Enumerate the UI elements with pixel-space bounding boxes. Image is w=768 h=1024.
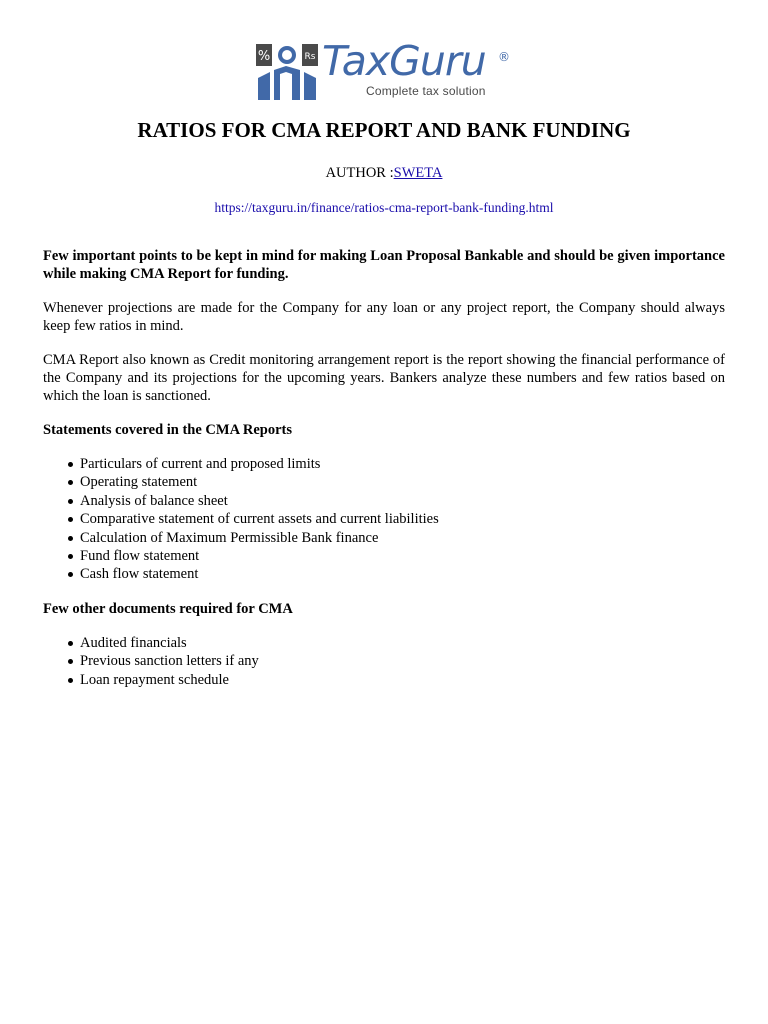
- list-item: Cash flow statement: [80, 565, 725, 583]
- author-line: [0, 164, 768, 182]
- bullet-icon: [68, 659, 73, 664]
- taxguru-logo-mark-icon: [256, 44, 318, 100]
- intro-paragraph-1: Whenever projections are made for the Company for any loan or any project report, the Company should always keep few ratios in mind.: [43, 300, 725, 334]
- intro-bold-paragraph: Few important points to be kept in mind for making Loan Proposal Bankable and should be given importance while making CMA Report for funding.: [43, 248, 725, 282]
- source-url-line: [0, 199, 768, 217]
- logo-tagline: Complete tax solution: [366, 84, 486, 98]
- intro-paragraph-2: CMA Report also known as Credit monitoring arrangement report is the report showing the financial performance of the Company and its projections for the upcoming years. Bankers analyze these numbers and few ratios based on which the loan is sanctioned.: [43, 352, 725, 404]
- list-item: Fund flow statement: [80, 547, 725, 565]
- list-item: Particulars of current and proposed limits: [80, 455, 725, 473]
- svg-text:%: %: [257, 49, 271, 64]
- bullet-icon: [68, 641, 73, 646]
- list-item: Previous sanction letters if any: [80, 652, 725, 670]
- bullet-icon: [68, 462, 73, 467]
- source-url-link[interactable]: https://taxguru.in/finance/ratios-cma-report-bank-funding.html: [214, 200, 554, 215]
- documents-heading: Few other documents required for CMA: [43, 600, 293, 617]
- bullet-icon: [68, 554, 73, 559]
- bullet-icon: [68, 480, 73, 485]
- author-label: AUTHOR :: [325, 165, 394, 181]
- bullet-icon: [68, 499, 73, 504]
- rupee-label: Rs: [304, 52, 316, 62]
- list-item: Calculation of Maximum Permissible Bank finance: [80, 529, 725, 547]
- list-item: Operating statement: [80, 473, 725, 491]
- document-title: RATIOS FOR CMA REPORT AND BANK FUNDING: [137, 118, 631, 142]
- registered-mark: ®: [498, 50, 510, 64]
- bullet-icon: [68, 536, 73, 541]
- statements-list: [43, 455, 725, 584]
- statements-heading: Statements covered in the CMA Reports: [43, 422, 293, 438]
- document-body: [43, 247, 725, 705]
- bullet-icon: [68, 517, 73, 522]
- bullet-icon: [68, 678, 73, 683]
- bullet-icon: [68, 572, 73, 577]
- logo-wordmark: TaxGuru: [322, 37, 486, 85]
- documents-list: [43, 634, 725, 689]
- list-item: Loan repayment schedule: [80, 671, 725, 689]
- list-item: Analysis of balance sheet: [80, 492, 725, 510]
- author-link[interactable]: SWETA: [393, 165, 443, 181]
- list-item: Audited financials: [80, 634, 725, 652]
- list-item: Comparative statement of current assets and current liabilities: [80, 510, 725, 528]
- taxguru-logo[interactable]: [256, 37, 516, 102]
